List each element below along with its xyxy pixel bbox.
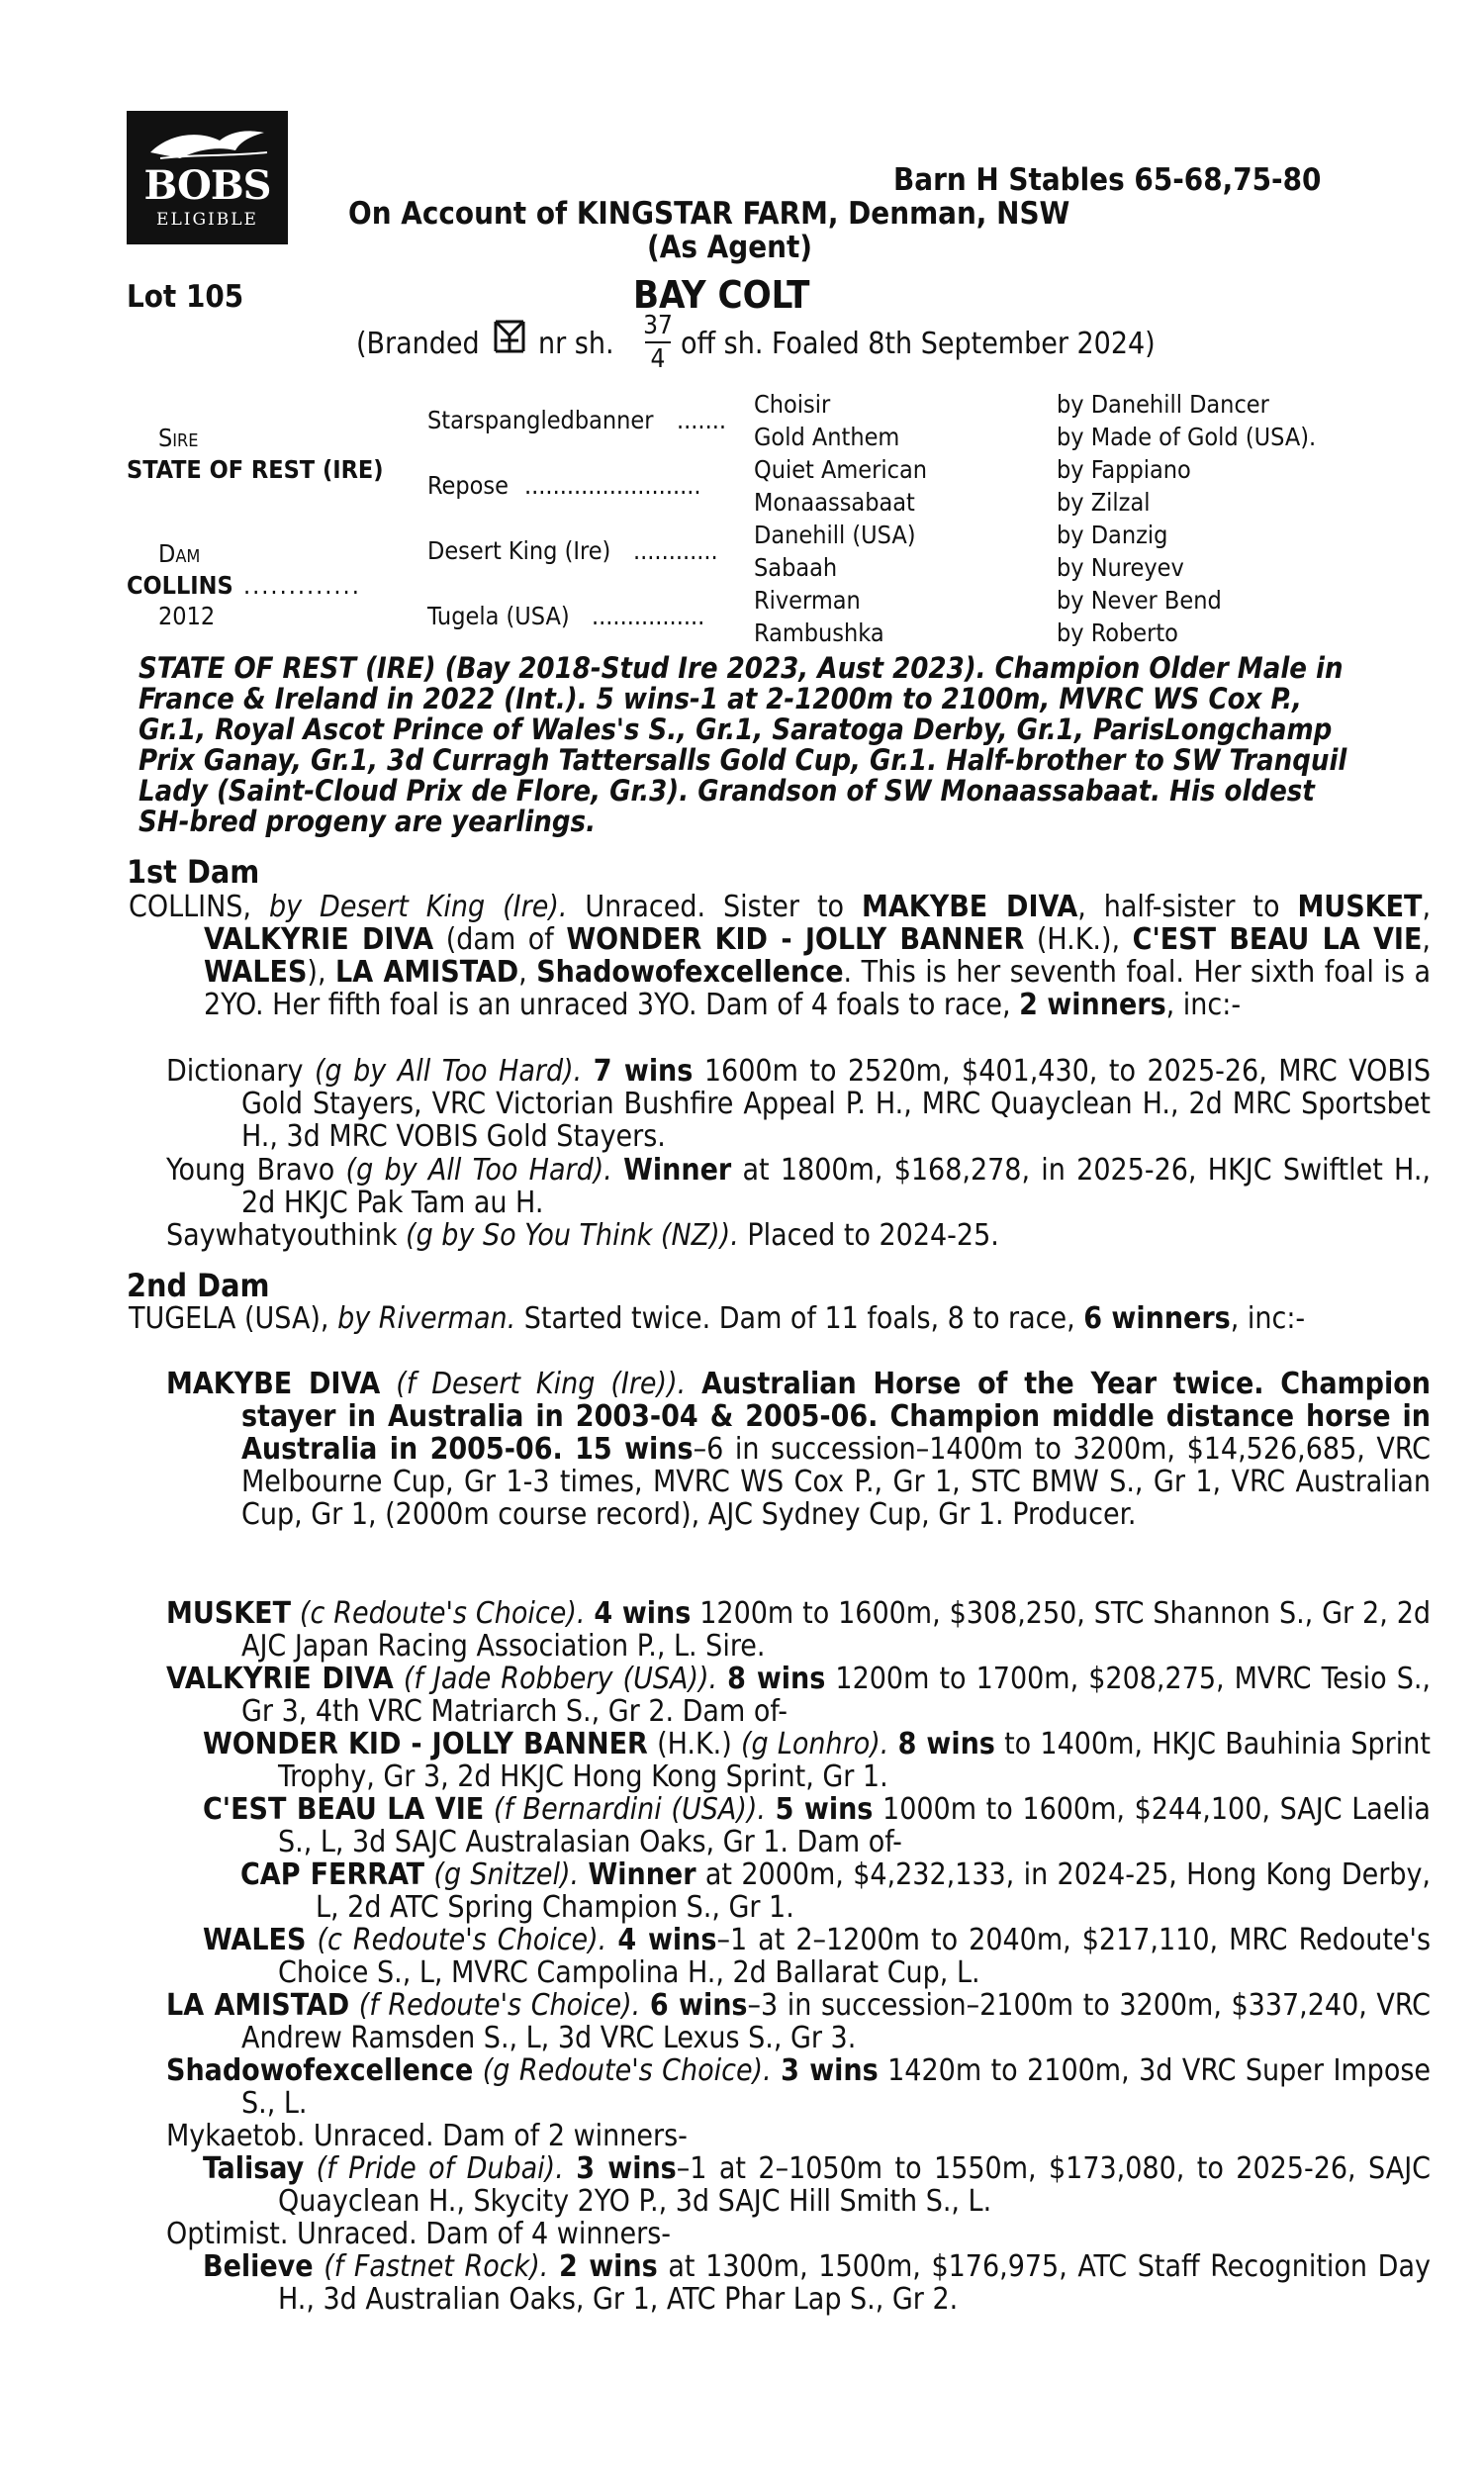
sire-dam: Repose — [427, 471, 509, 500]
foal-pedigree: (g by So You Think (NZ)). — [406, 1218, 739, 1253]
sibling-name: WALES — [204, 955, 308, 990]
branded-prefix: (Branded — [356, 327, 480, 361]
sire-summary: STATE OF REST (IRE) (Bay 2018-Stud Ire 2023, Aust 2023). Champion Older Male in France & Ireland in 2022 (Int.). 5 wins-1 at 2-1200m to 2100m, MVRC WS Cox P., Gr.1, Royal Ascot Prince of Wales's S., Gr.1, Saratoga Derby, Gr.1, ParisLongchamp Prix Ganay, Gr.1, 3d Curragh Tattersalls Gold Cup, Gr.1. Half-brother to SW Tranquil Lady (Saint-Cloud Prix de Flore, Gr.3). Grandson of SW Monaassabaat. His oldest SH-bred progeny are yearlings. — [139, 651, 1347, 838]
winners-count: 2 winners — [1019, 988, 1166, 1022]
gen3-sire: by Danzig — [1057, 521, 1168, 549]
horse-pedigree: (f Redoute's Choice). — [358, 1988, 641, 2023]
horse-wins: 5 wins — [775, 1792, 874, 1827]
gen3-sire: by Never Bend — [1057, 586, 1222, 615]
gen3-name: Riverman — [754, 586, 861, 615]
text: Started twice. Dam of 11 foals, 8 to race, — [523, 1301, 1075, 1336]
foal-name: Young Bravo — [166, 1153, 335, 1188]
produce-entry — [203, 1793, 1431, 1858]
produce-entry — [203, 2250, 1431, 2316]
horse-name: Believe — [203, 2249, 314, 2284]
agent-note: (As Agent) — [647, 230, 813, 265]
foal-wins: 7 wins — [593, 1054, 694, 1089]
bobs-eligible-logo — [127, 111, 288, 244]
horse-record: 1200m to 1700m, $208,275, MVRC Tesio S., Gr 3, 4th VRC Matriarch S., Gr 2. Dam of- — [241, 1662, 1432, 1729]
horse-record: –6 in succession–1400m to 3200m, $14,526,685, VRC Melbourne Cup, Gr 1-3 times, MVRC WS Cox P., Gr 1, STC BMW S., Gr 1, VRC Australian Cup, Gr 1, (2000m course record), AJC Sydney Cup, Gr 1. Producer. — [241, 1432, 1431, 1532]
branded-mid: nr sh. — [538, 327, 614, 361]
gen3-sire: by Made of Gold (USA). — [1057, 423, 1317, 451]
foal-pedigree: (g by All Too Hard). — [345, 1153, 612, 1188]
horse-name: WONDER KID - JOLLY BANNER — [203, 1727, 648, 1761]
dam-name-text: COLLINS, — [129, 890, 251, 924]
brand-fraction-top: 37 — [643, 311, 673, 340]
sibling-name: VALKYRIE DIVA — [204, 922, 434, 957]
horse-pedigree: (f Jade Robbery (USA)). — [403, 1662, 718, 1696]
leader-dots: ....... — [677, 406, 726, 434]
horse-wins: 4 wins — [617, 1923, 717, 1957]
fraction-line — [645, 341, 671, 343]
horse-name: VALKYRIE DIVA — [166, 1662, 394, 1696]
leader-dots: ............ — [633, 536, 718, 565]
horse-name: CAP FERRAT — [240, 1857, 425, 1892]
horse-pedigree: (f Fastnet Rock). — [324, 2249, 549, 2284]
gen3-sire: by Danehill Dancer — [1057, 390, 1269, 419]
dam-dam: Tugela (USA) — [427, 602, 570, 630]
horse-pedigree: (g Redoute's Choice). — [482, 2053, 772, 2088]
horse-name: C'EST BEAU LA VIE — [203, 1792, 485, 1827]
foal-entry — [166, 1219, 1431, 1252]
horse-record: –3 in succession–2100m to 3200m, $337,240, VRC Andrew Ramsden S., L, 3d VRC Lexus S., Gr 3. — [241, 1988, 1431, 2055]
gen3-sire: by Fappiano — [1057, 455, 1191, 484]
brand-mark-icon — [493, 319, 526, 354]
produce-entry — [166, 1663, 1431, 1728]
gen3-sire: by Roberto — [1057, 618, 1178, 647]
second-dam-entry — [129, 1302, 1431, 1335]
horse-record: at 1300m, 1500m, $176,975, ATC Staff Recognition Day H., 3d Australian Oaks, Gr 1, ATC Phar Lap S., Gr 2. — [278, 2249, 1431, 2317]
produce-entry: Mykaetob. Unraced. Dam of 2 winners- — [166, 2119, 688, 2153]
produce-entry — [166, 1597, 1431, 1663]
barn-location: Barn H Stables 65-68,75-80 — [893, 162, 1322, 198]
horse-pedigree: (f Desert King (Ire)). — [396, 1367, 687, 1401]
dam-year: 2012 — [158, 602, 216, 630]
produce-entry — [203, 1728, 1431, 1793]
foal-name: Saywhatyouthink — [166, 1218, 398, 1253]
gen3-sire: by Nureyev — [1057, 553, 1184, 582]
foal-wins: Winner — [623, 1153, 732, 1188]
vendor-account: On Account of KINGSTAR FARM, Denman, NSW — [348, 196, 1070, 232]
horse-record: 1000m to 1600m, $244,100, SAJC Laelia S., L, 3d SAJC Australasian Oaks, Gr 1. Dam of- — [278, 1792, 1431, 1859]
produce-entry — [166, 1368, 1431, 1531]
sire-label: Sire — [158, 424, 199, 452]
gen3-name: Choisir — [754, 390, 831, 419]
text: , inc:- — [1230, 1301, 1306, 1336]
horse-title: BAY COLT — [633, 273, 810, 317]
text: Unraced. Sister to — [585, 890, 845, 924]
foaling-info: off sh. Foaled 8th September 2024) — [681, 327, 1156, 361]
horse-name: MUSKET — [166, 1596, 291, 1631]
horse-name: Shadowofexcellence — [166, 2053, 474, 2088]
horse-name: WALES — [203, 1923, 307, 1957]
foal-record: Placed to 2024-25. — [747, 1218, 999, 1253]
dam-label: Dam — [158, 539, 201, 568]
horse-wins: 3 wins — [781, 2053, 879, 2088]
horse-wins: Winner — [588, 1857, 696, 1892]
sibling-name: MUSKET — [1297, 890, 1423, 924]
gen3-name: Rambushka — [754, 618, 884, 647]
horse-racing-icon — [140, 123, 274, 164]
gen3-name: Monaassabaat — [754, 488, 915, 517]
first-dam-entry: COLLINS, by Desert King (Ire). Unraced. Sister to MAKYBE DIVA, half-sister to MUSKET, VALKYRIE DIVA (dam of WONDER KID - JOLLY BANNER (H.K.), C'EST BEAU LA VIE, WALES), LA AMISTAD, Shadowofexcellence. This is her seventh foal. Her sixth foal is a 2YO. Her fifth foal is an unraced 3YO. Dam of 4 foals to race, 2 winners, inc:- — [129, 890, 1432, 1022]
horse-name: MAKYBE DIVA — [166, 1367, 381, 1401]
produce-entry — [166, 1989, 1431, 2054]
horse-country: (H.K.) — [657, 1727, 732, 1761]
sibling-name: C'EST BEAU LA VIE — [1132, 922, 1423, 957]
horse-record: at 2000m, $4,232,133, in 2024-25, Hong Kong Derby, L, 2d ATC Spring Champion S., Gr 1. — [316, 1857, 1432, 1925]
brand-fraction-bottom: 4 — [650, 344, 666, 374]
horse-pedigree: (g Lonhro). — [740, 1727, 889, 1761]
text: (dam of — [445, 922, 554, 957]
produce-entry — [203, 2152, 1431, 2218]
foal-name: Dictionary — [166, 1054, 304, 1089]
foal-pedigree: (g by All Too Hard). — [314, 1054, 583, 1089]
sire-sire: Starspangledbanner — [427, 406, 654, 434]
gen3-name: Sabaah — [754, 553, 838, 582]
horse-pedigree: (f Pride of Dubai). — [316, 2151, 564, 2186]
foal-entry — [166, 1055, 1431, 1153]
horse-wins: 6 wins — [649, 1988, 748, 2023]
horse-wins: 4 wins — [594, 1596, 692, 1631]
horse-wins: 8 wins — [897, 1727, 995, 1761]
text: . This is her seventh foal. Her sixth foal is a 2YO. Her fifth foal is an unraced 3YO. Dam of 4 foals to race, — [204, 955, 1431, 1022]
horse-record: 1420m to 2100m, 3d VRC Super Impose S., L. — [241, 2053, 1432, 2121]
dam-by: by Riverman. — [337, 1301, 516, 1336]
text: , inc:- — [1165, 988, 1242, 1022]
sibling-name: MAKYBE DIVA — [862, 890, 1078, 924]
foal-entry — [166, 1154, 1431, 1219]
produce-entry: Optimist. Unraced. Dam of 4 winners- — [166, 2217, 672, 2251]
gen3-name: Quiet American — [754, 455, 928, 484]
gen3-name: Danehill (USA) — [754, 521, 916, 549]
logo-subtext: ELIGIBLE — [156, 210, 258, 230]
horse-name: LA AMISTAD — [166, 1988, 350, 2023]
horse-record: –1 at 2–1050m to 1550m, $173,080, to 2025-26, SAJC Quayclean H., Skycity 2YO P., 3d SAJC Hill Smith S., L. — [278, 2151, 1432, 2219]
horse-honours: Australian Horse of the Year twice. Champion stayer in Australia in 2003-04 & 2005-06. Champion middle distance horse in Australia in 2005-06. 15 wins — [241, 1367, 1431, 1467]
sibling-name: LA AMISTAD — [335, 955, 519, 990]
gen3-name: Gold Anthem — [754, 423, 900, 451]
text: , half-sister to — [1077, 890, 1280, 924]
gen3-sire: by Zilzal — [1057, 488, 1151, 517]
leader-dots: ......................... — [524, 471, 701, 500]
foal-record: at 1800m, $168,278, in 2025-26, HKJC Swiftlet H., 2d HKJC Pak Tam au H. — [241, 1153, 1431, 1220]
sire-name: STATE OF REST (IRE) — [127, 455, 384, 484]
horse-pedigree: (c Redoute's Choice). — [317, 1923, 607, 1957]
produce-entry — [166, 2054, 1431, 2120]
sibling-name: Shadowofexcellence — [536, 955, 844, 990]
produce-entry — [240, 1858, 1431, 1924]
horse-name: Talisay — [203, 2151, 305, 2186]
horse-record: 1200m to 1600m, $308,250, STC Shannon S., Gr 2, 2d AJC Japan Racing Association P., L. Sire. — [241, 1596, 1432, 1664]
horse-wins: 2 wins — [559, 2249, 658, 2284]
horse-pedigree: (f Bernardini (USA)). — [493, 1792, 766, 1827]
horse-record: to 1400m, HKJC Bauhinia Sprint Trophy, Gr 3, 2d HKJC Hong Kong Sprint, Gr 1. — [278, 1727, 1431, 1794]
horse-pedigree: (c Redoute's Choice). — [299, 1596, 586, 1631]
second-dam-heading: 2nd Dam — [127, 1267, 270, 1304]
dam-name-leader: ............. — [243, 571, 361, 600]
dam-sire: Desert King (Ire) — [427, 536, 611, 565]
horse-pedigree: (g Snitzel). — [433, 1857, 580, 1892]
dam-by: by Desert King (Ire). — [268, 890, 568, 924]
first-dam-heading: 1st Dam — [127, 853, 260, 891]
produce-entry — [203, 1924, 1431, 1989]
dam-name: COLLINS — [127, 571, 233, 600]
dam-name-text: TUGELA (USA), — [129, 1301, 329, 1336]
lot-number: Lot 105 — [127, 279, 244, 315]
winners-count: 6 winners — [1083, 1301, 1231, 1336]
horse-record: –1 at 2–1200m to 2040m, $217,110, MRC Redoute's Choice S., L, MVRC Campolina H., 2d Ballarat Cup, L. — [278, 1923, 1432, 1990]
horse-wins: 8 wins — [727, 1662, 826, 1696]
sibling-name: WONDER KID - JOLLY BANNER — [566, 922, 1025, 957]
text: (H.K.), — [1036, 922, 1121, 957]
leader-dots: ................ — [592, 602, 705, 630]
foal-record: 1600m to 2520m, $401,430, to 2025-26, MRC VOBIS Gold Stayers, VRC Victorian Bushfire Appeal P. H., MRC Quayclean H., 2d MRC Sportsbet H., 3d MRC VOBIS Gold Stayers. — [241, 1054, 1432, 1154]
logo-text: BOBS — [143, 162, 271, 209]
horse-wins: 3 wins — [576, 2151, 677, 2186]
